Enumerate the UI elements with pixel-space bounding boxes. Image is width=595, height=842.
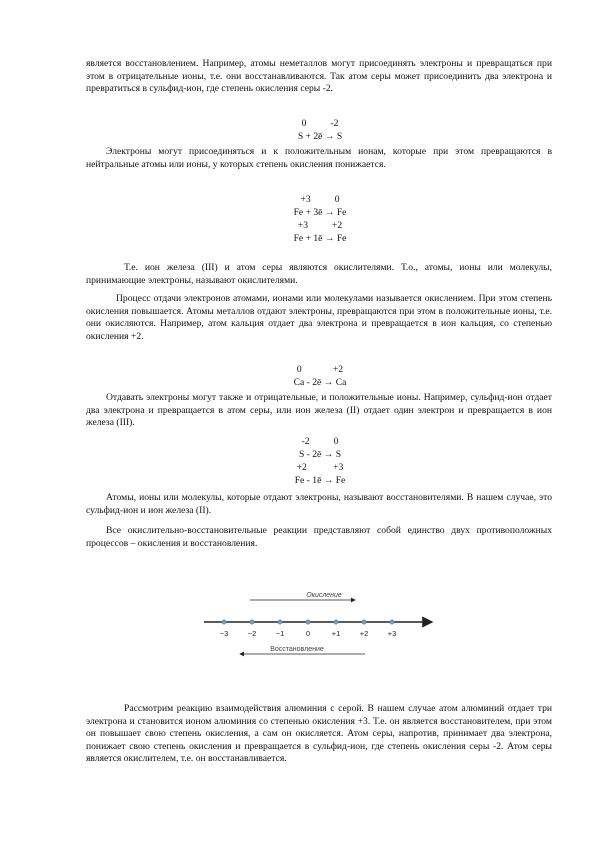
number-line-point: [334, 620, 338, 624]
paragraph-aluminum-sulfur: Рассмотрим реакцию взаимодействия алюминия с серой. В нашем случае атом алюминий отдает три электрона и становится ионом алюминия со степенью окисления +3. Т.е. он является восстановителем, при этом он повышает свою степень окисления, а сам он окисляется. Атом серы, напротив, принимает два электрона, понижает свою степень окисления и превращается в сульфид-ион, где степень окисления серы -2. Атом серы является окислителем, т.е. он восстанавливается.: [86, 703, 552, 764]
equation-5: S - 2ē → S: [298, 449, 342, 460]
number-line-tick-label: +3: [387, 629, 397, 638]
equation-1: S + 2ē → S: [297, 131, 343, 142]
paragraph-redox-unity: Все окислительно-восстановительные реакции представляют собой единство двух противоположных процессов – окисления и восстановления.: [86, 525, 552, 549]
paragraph-oxidation-definition: Процесс отдачи электронов атомами, ионами или молекулами называется окислением. При этом степень окисления повышается. Атомы металлов отдают электроны, превращаются при этом в положительные ионы, т.е. они окисляются. Например, атом кальция отдает два электрона и превращается в ион кальция, со степенью окисления +2.: [86, 293, 552, 342]
equation-6: Fe - 1ē → Fe: [294, 475, 346, 486]
equation-4-oxidation-states: 0 +2: [296, 364, 344, 375]
equation-1-oxidation-states: 0 -2: [301, 118, 339, 129]
number-line-tick-label: +1: [331, 629, 341, 638]
number-line-tick-label: −2: [247, 629, 257, 638]
number-line-point: [222, 620, 226, 624]
oxidation-label: Окисление: [306, 592, 342, 599]
paragraph-reduction-intro: является восстановлением. Например, атомы неметаллов могут присоединять электроны и превращаться при этом в отрицательные ионы, т.е. они восстанавливаются. Так атом серы может присоединить два электрона и превратиться в сульфид-ион, где степень окисления серы -2.: [86, 58, 552, 94]
equation-2-oxidation-states: +3 0: [300, 194, 340, 205]
equation-2: Fe + 3ē → Fe: [293, 207, 347, 218]
equation-5-oxidation-states: -2 0: [301, 436, 339, 447]
oxidation-state-number-line: [200, 582, 440, 666]
number-line-point: [250, 620, 254, 624]
number-line-tick-label: −1: [275, 629, 285, 638]
equation-3-oxidation-states: +3 +2: [297, 220, 343, 231]
number-line-tick-label: 0: [305, 629, 311, 638]
equation-3: Fe + 1ē → Fe: [293, 233, 347, 244]
number-line-tick-label: +2: [359, 629, 369, 638]
paragraph-reducers: Атомы, ионы или молекулы, которые отдают электроны, называют восстановителями. В нашем случае, это сульфид-ион и ион железа (II).: [86, 492, 552, 516]
oxidation-state-diagram: [200, 582, 440, 666]
number-line-point: [306, 620, 310, 624]
equation-4: Ca - 2ē → Ca: [293, 377, 347, 388]
number-line-tick-label: −3: [219, 629, 229, 638]
equation-6-oxidation-states: +2 +3: [296, 462, 344, 473]
reduction-label: Восстановление: [270, 646, 324, 653]
number-line-point: [278, 620, 282, 624]
paragraph-oxidizers: Т.е. ион железа (III) и атом серы являются окислителями. Т.о., атомы, ионы или молекулы, принимающие электроны, называют окислителями.: [86, 262, 552, 286]
paragraph-positive-ions: Электроны могут присоединяться и к положительным ионам, которые при этом превращаются в нейтральные атомы или ионы, у которых степень окисления понижается.: [86, 146, 552, 170]
number-line-point: [390, 620, 394, 624]
number-line-point: [362, 620, 366, 624]
paragraph-ions-give-electrons: Отдавать электроны могут также и отрицательные, и положительные ионы. Например, сульфид-ион отдает два электрона и превращается в атом серы, или ион железа (II) отдает один электрон и превращается в ион железа (III).: [86, 392, 552, 428]
